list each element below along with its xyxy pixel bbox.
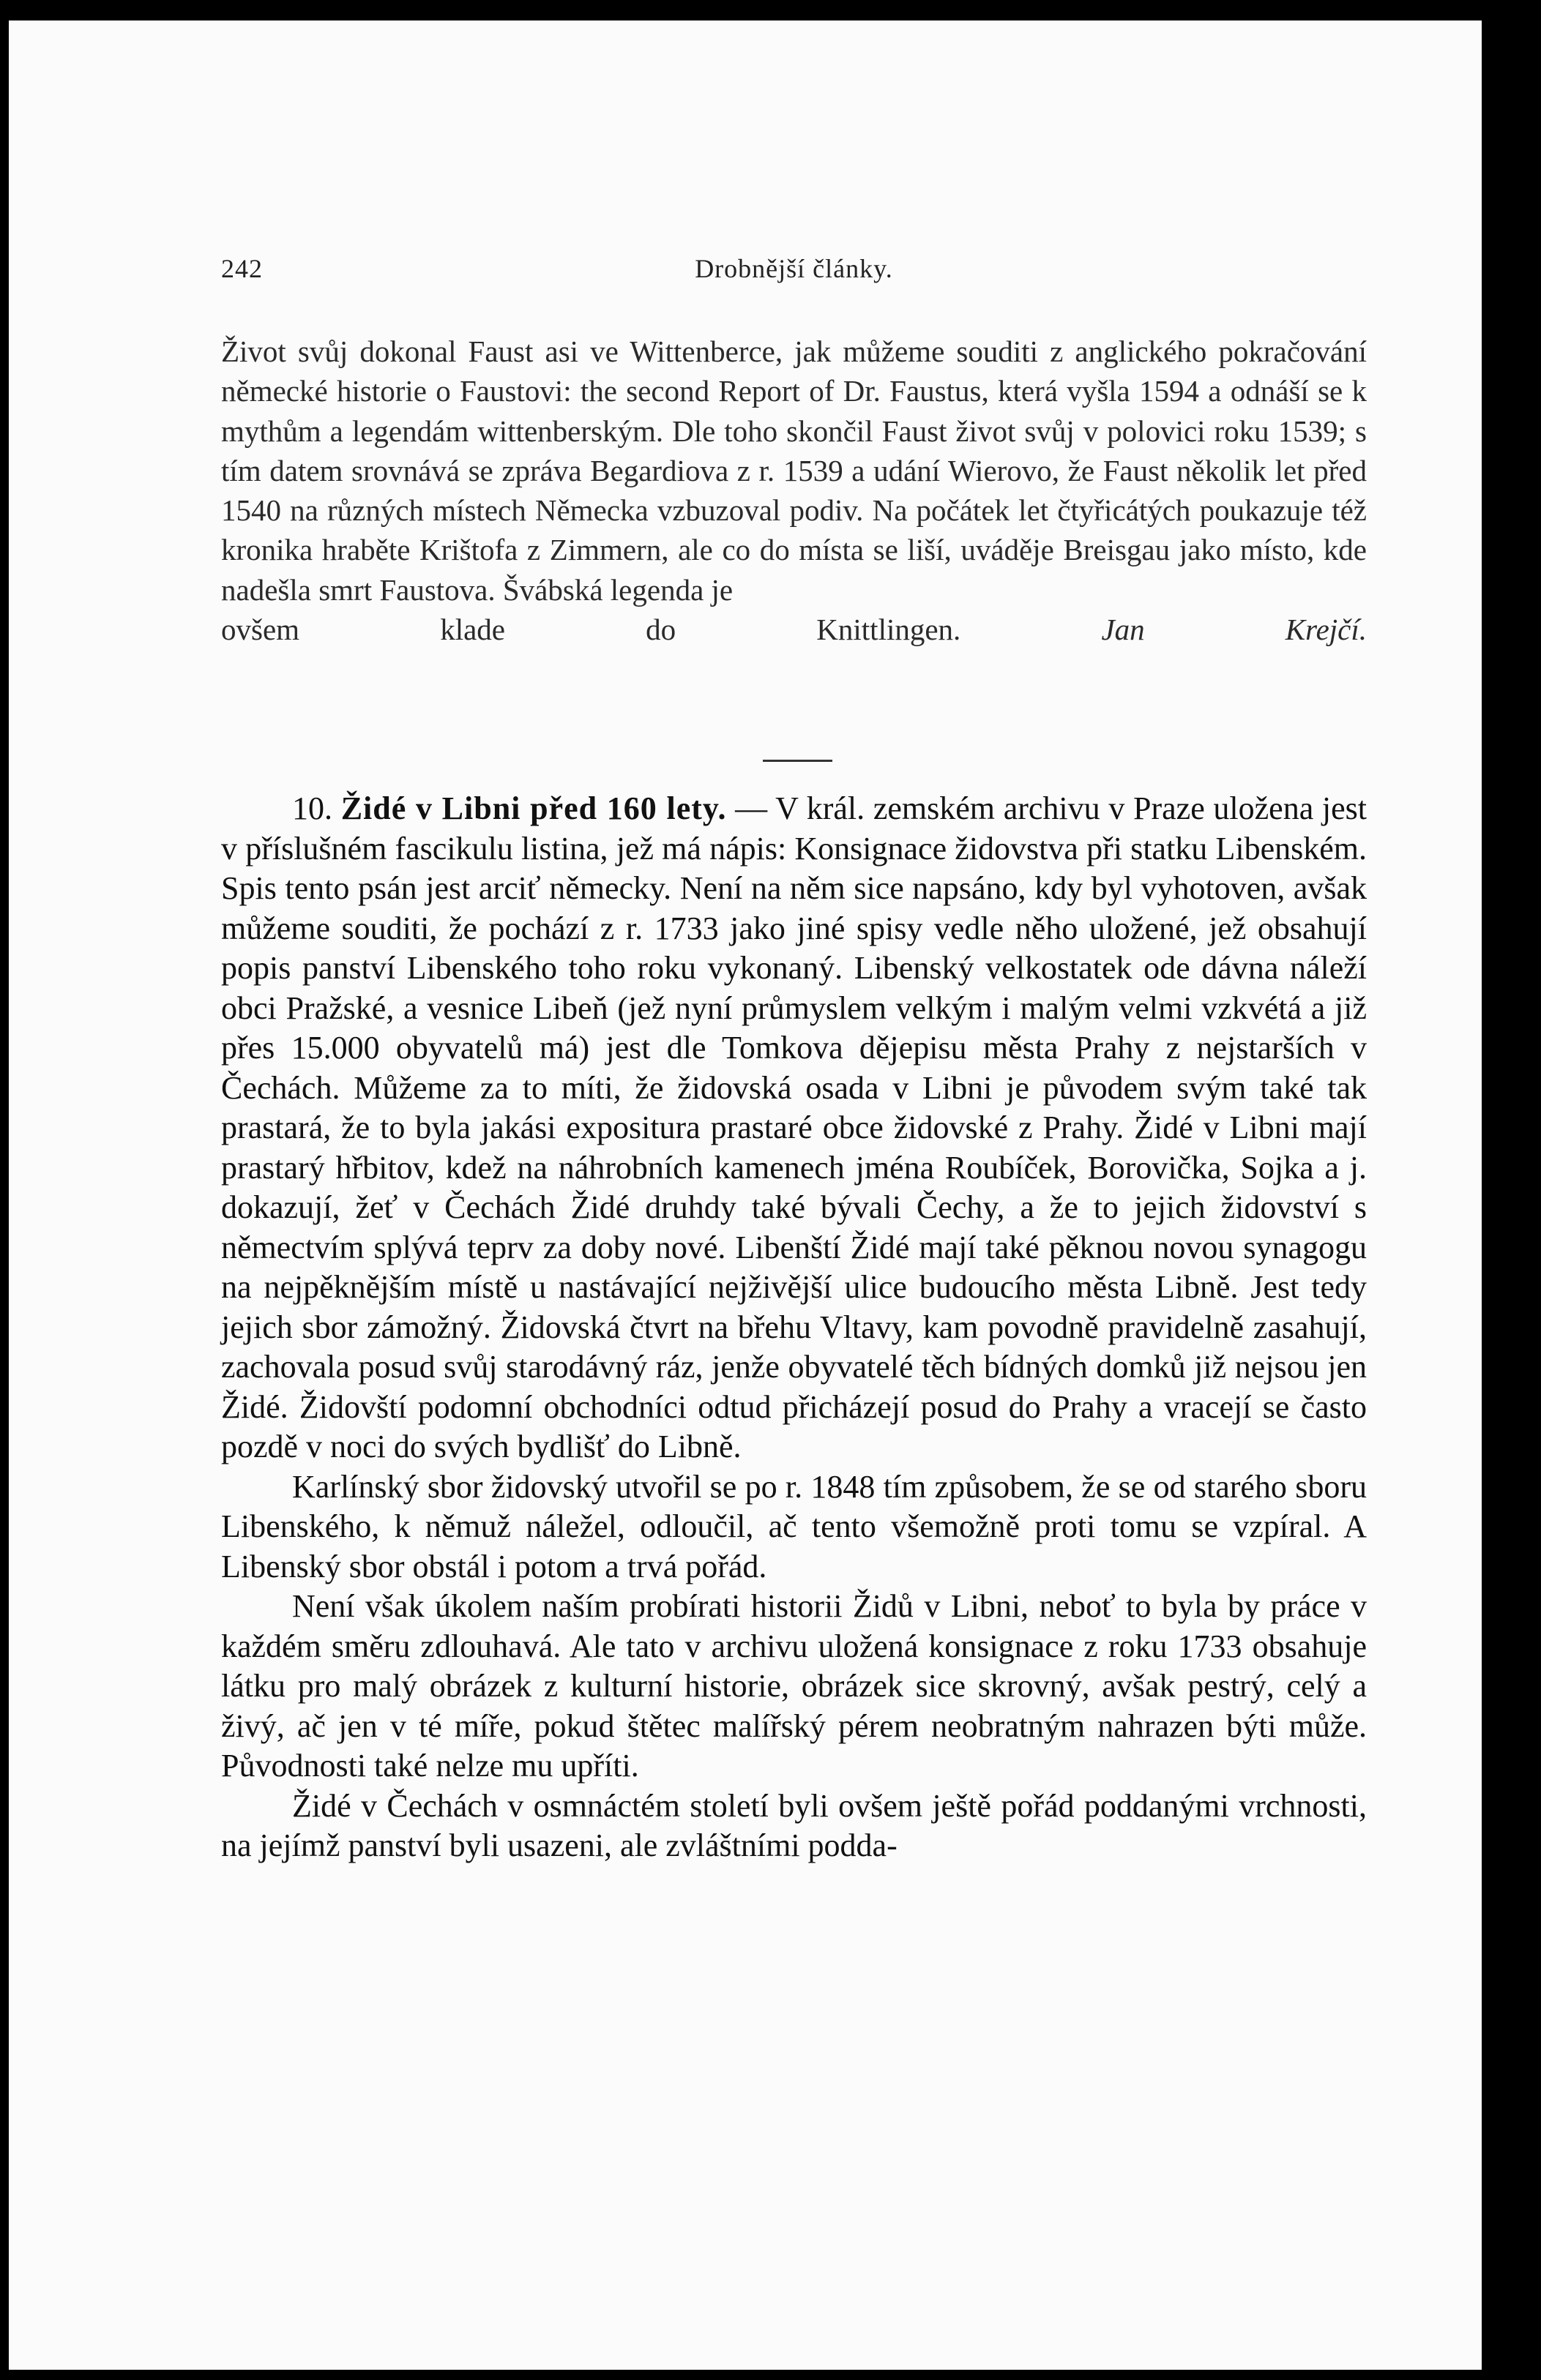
zide-article: [221, 789, 1367, 1866]
faust-closing-line: [221, 610, 1367, 649]
article-title: Židé v Libni před 160 lety.: [340, 790, 727, 826]
book-page: [9, 20, 1482, 2370]
zide-paragraph-2: Karlínský sbor židovský utvořil se po r. 1848 tím způsobem, že se od starého sboru Libenského, k němuž náležel, odloučil, ač tento všemožně proti tomu se vzpíral. A Libenský sbor obstál i potom a trvá pořád.: [221, 1468, 1367, 1584]
faust-last-line: ovšem klade do Knittlingen.: [221, 613, 961, 647]
zide-intro-text: — V král. zemském archivu v Praze uložena jest v příslušném fascikulu listina, jež má nápis: Konsignace židovstva při statku Libenském. Spis tento psán jest arciť německy. Není na něm sice napsáno, kdy byl vyhotoven, avšak můžeme souditi, že pochází z r. 1733 jako jiné spisy vedle něho uložené, jež obsahují popis panství Libenského toho roku vykonaný. Libenský velkostatek ode dávna náleží obci Pražské, a vesnice Libeň (jež nyní průmyslem velkým i malým velmi vzkvétá a již přes 15.000 obyvatelů má) jest dle Tomkova dějepisu města Prahy z nejstarších v Čechách. Můžeme za to míti, že židovská osada v Libni je původem svým také tak prastará, že to byla jakási expositura prastaré obce židovské z Prahy. Židé v Libni mají prastarý hřbitov, kdež na náhrobních kamenech jména Roubíček, Borovička, Sojka a j. dokazují, žeť v Čechách Židé druhdy také bývali Čechy, a že to jejich židovství s němectvím splývá teprv za doby nové. Libenští Židé mají také pěknou novou synagogu na nejpěknějším místě u nastávající nejživější ulice budoucího města Libně. Jest tedy jejich sbor zámožný. Židovská čtvrt na břehu Vltavy, kam povodně pravidelně zasahují, zachovala posud svůj starodávný ráz, jenže obyvatelé těch bídných domků již nejsou jen Židé. Židovští podomní obchodníci odtud přicházejí posud do Prahy a vracejí se často pozdě v noci do svých bydlišť do Libně.: [221, 790, 1368, 1464]
author-signature: Jan Krejčí.: [1101, 613, 1368, 647]
zide-intro-paragraph: [221, 789, 1367, 1467]
page-number: 242: [221, 254, 263, 283]
faust-article: [221, 332, 1367, 649]
running-title: Drobnější články.: [695, 254, 893, 283]
section-separator: [763, 760, 832, 762]
zide-paragraph-3: Není však úkolem naším probírati historii Židů v Libni, neboť to byla by práce v každém směru zdlouhavá. Ale tato v archivu uložená konsignace z roku 1733 obsahuje látku pro malý obrázek z kulturní historie, obrázek sice skrovný, avšak pestrý, celý a živý, ač jen v té míře, pokud štětec malířský pérem neobratným nahrazen býti může. Původnosti také nelze mu upříti.: [221, 1588, 1367, 1784]
article-number: 10.: [292, 790, 332, 826]
faust-paragraph: Život svůj dokonal Faust asi ve Wittenberce, jak můžeme souditi z anglického pokračování německé historie o Faustovi: the second Report of Dr. Faustus, která vyšla 1594 a odnáší se k mythům a legendám wittenberským. Dle toho skončil Faust život svůj v polovici roku 1539; s tím datem srovnává se zpráva Begardiova z r. 1539 a udání Wierovo, že Faust několik let před 1540 na různých místech Německa vzbuzoval podiv. Na počátek let čtyřicátých poukazuje též kronika hraběte Krištofa z Zimmern, ale co do místa se liší, uváděje Breisgau jako místo, kde nadešla smrt Faustova. Švábská legenda je: [221, 334, 1367, 607]
zide-paragraph-4: Židé v Čechách v osmnáctém století byli ovšem ještě pořád poddanými vrchnosti, na jejímž panství byli usazeni, ale zvláštními podda-: [221, 1787, 1367, 1863]
